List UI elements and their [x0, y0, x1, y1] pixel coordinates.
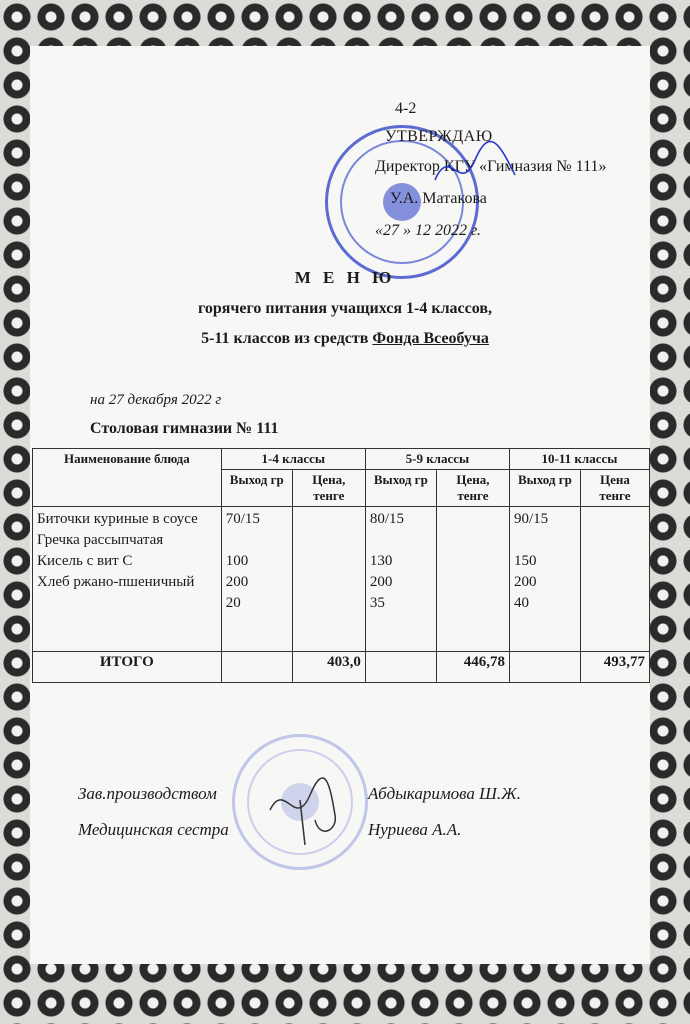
total-label: ИТОГО — [33, 652, 222, 683]
sub-output-header: Выход гр — [509, 470, 580, 507]
total-row — [33, 652, 650, 683]
col-dish-header: Наименование блюда — [33, 449, 222, 507]
group-header-5-9: 5-9 классы — [365, 449, 509, 470]
role-nurse: Медицинская сестра — [78, 820, 229, 839]
director-name: У.А. Матакова — [390, 190, 487, 207]
approval-date: «27 » 12 2022 г. — [375, 222, 482, 239]
menu-title: М Е Н Ю — [294, 268, 396, 287]
group-header-10-11: 10-11 классы — [509, 449, 649, 470]
price-10-11 — [580, 507, 649, 652]
canteen-name: Столовая гимназии № 111 — [90, 420, 279, 437]
director-signature — [430, 125, 520, 205]
total-5-9: 446,78 — [436, 652, 509, 683]
director-line: Директор КГУ «Гимназия № 111» — [375, 158, 607, 175]
total-1-4: 403,0 — [292, 652, 365, 683]
doc-number: 4-2 — [395, 100, 417, 117]
sub-price-header: Цена тенге — [580, 470, 649, 507]
group-header-1-4: 1-4 классы — [221, 449, 365, 470]
dish-name: Кисель с вит С — [37, 553, 133, 569]
table-row — [33, 507, 650, 652]
sub-output-header: Выход гр — [221, 470, 292, 507]
dish-name: Биточки куриные в соусе — [37, 511, 198, 527]
menu-date: на 27 декабря 2022 г — [90, 392, 222, 408]
price-1-4 — [292, 507, 365, 652]
sub-price-header: Цена, тенге — [292, 470, 365, 507]
menu-table — [32, 448, 650, 683]
fund-name: Фонда Всеобуча — [372, 330, 489, 347]
menu-subtitle-1: горячего питания учащихся 1-4 классов, — [197, 300, 492, 317]
total-10-11: 493,77 — [580, 652, 649, 683]
price-5-9 — [436, 507, 509, 652]
name-production-head: Абдыкаримова Ш.Ж. — [368, 784, 521, 803]
table-header-row — [33, 449, 650, 470]
approve-label: УТВЕРЖДАЮ — [385, 128, 493, 145]
sub-price-header: Цена, тенге — [436, 470, 509, 507]
name-nurse: Нуриева А.А. — [368, 820, 462, 839]
dish-list — [33, 507, 222, 652]
role-production-head: Зав.производством — [78, 784, 217, 803]
dish-name: Хлеб ржано-пшеничный — [37, 574, 195, 590]
outputs-10-11: 90/15 150 200 40 — [509, 507, 580, 652]
menu-subtitle-2: 5-11 классов из средств Фонда Всеобуча — [201, 330, 489, 347]
dish-name: Гречка рассыпчатая — [37, 532, 164, 548]
outputs-1-4: 70/15 100 200 20 — [221, 507, 292, 652]
sub-output-header: Выход гр — [365, 470, 436, 507]
outputs-5-9: 80/15 130 200 35 — [365, 507, 436, 652]
handwritten-signature — [260, 770, 370, 850]
